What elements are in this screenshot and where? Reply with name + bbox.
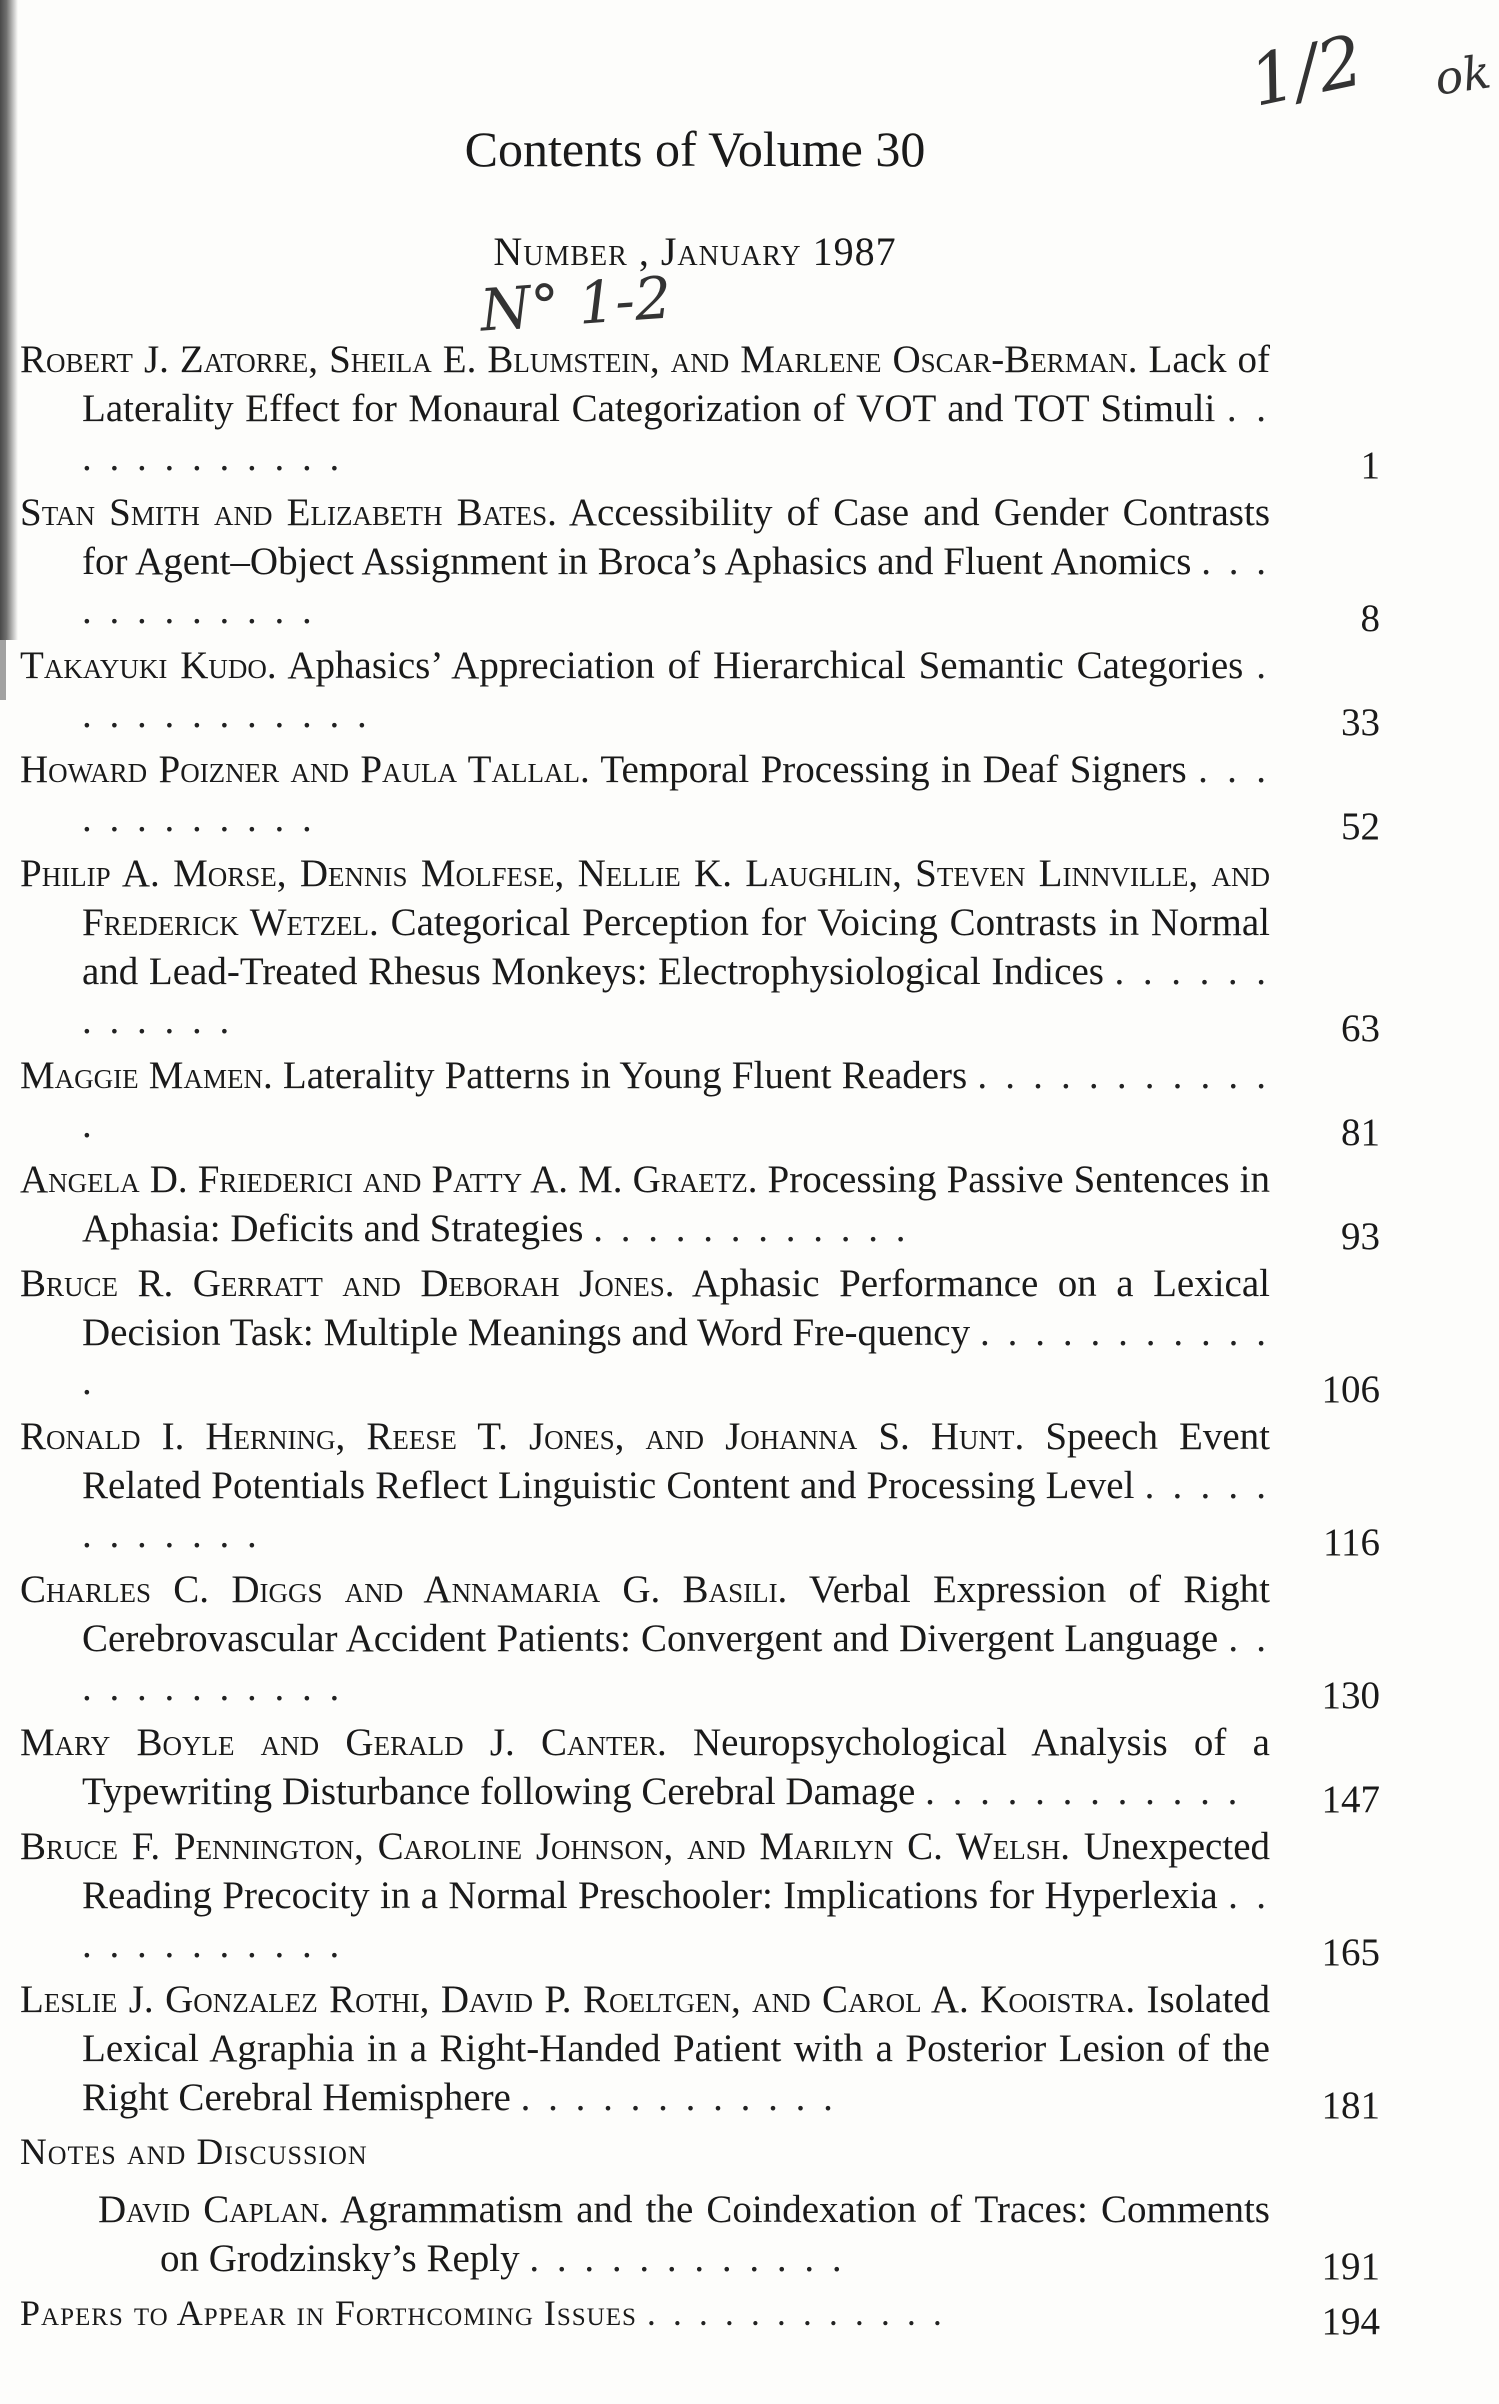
toc-entry-authors: Mary Boyle and Gerald J. Canter. [20, 1721, 667, 1764]
toc-entry-text [20, 849, 1270, 1045]
toc-entry-title: Aphasic Performance on a Lexical Decision Task: Multiple Meanings and Word Fre-quency [82, 1262, 1270, 1354]
leader-dots: . . . . . . . . . . . . [925, 1770, 1242, 1813]
leader-dots: . . . . . . . . . . . . [82, 1311, 1270, 1403]
toc-entry-page: 8 [1360, 597, 1380, 640]
toc-entry-title: Processing Passive Sentences in Aphasia: Deficits and Strategies [82, 1158, 1271, 1250]
toc-entry-title: Speech Event Related Potentials Reflect Linguistic Content and Processing Level [82, 1415, 1271, 1507]
leader-dots: . . . . . . . . . . . . [593, 1207, 910, 1250]
toc-entry-title: Aphasics’ Appreciation of Hierarchical Semantic Categories [287, 644, 1244, 687]
toc-entry-text [20, 488, 1270, 635]
toc-entry-text [20, 1565, 1270, 1712]
toc-entry-title: Temporal Processing in Deaf Signers [600, 748, 1187, 791]
toc-entry-title: Neuropsychological Analysis of a Typewriting Disturbance following Cerebral Damage [82, 1721, 1270, 1813]
leader-dots: . . . . . . . . . . . . [82, 1054, 1271, 1146]
toc-entry-page: 181 [1321, 2084, 1380, 2127]
toc-entry-text [20, 1259, 1270, 1406]
toc-entry-text [20, 1718, 1270, 1816]
toc-entry-title: Lack of Laterality Effect for Monaural Categorization of VOT and TOT Stimuli [82, 338, 1271, 430]
toc-entry-authors: Bruce R. Gerratt and Deborah Jones. [20, 1262, 675, 1305]
toc-entry [20, 849, 1380, 1050]
notes-entry-page: 191 [1321, 2245, 1380, 2288]
toc-entry [20, 488, 1380, 640]
toc-entry-title: Accessibility of Case and Gender Contrasts for Agent–Object Assignment in Broca’s Aphasics and Fluent Anomics [82, 491, 1270, 583]
leader-dots: . . . . . . . . . . . . [82, 387, 1271, 479]
toc-entry [20, 1155, 1380, 1258]
toc-entry-title: Laterality Patterns in Young Fluent Readers [282, 1054, 968, 1097]
forthcoming-label: Papers to Appear in Forthcoming Issues [20, 2293, 637, 2333]
toc-entry-page: 147 [1321, 1778, 1380, 1821]
toc-entry-authors: Howard Poizner and Paula Tallal. [20, 748, 590, 791]
toc-entry-page: 81 [1341, 1111, 1380, 1154]
toc-entry [20, 1259, 1380, 1411]
toc-entry-page: 116 [1322, 1521, 1380, 1564]
forthcoming-entry-text [20, 2289, 1270, 2338]
toc-entry-authors: Robert J. Zatorre, Sheila E. Blumstein, and Marlene Oscar-Berman. [20, 338, 1138, 381]
table-of-contents [20, 335, 1380, 2344]
toc-entry [20, 1051, 1380, 1154]
notes-entry-authors: David Caplan. [98, 2188, 330, 2231]
forthcoming-page: 194 [1321, 2300, 1380, 2343]
scan-shadow-edge-lower [0, 640, 6, 700]
toc-entry-page: 106 [1321, 1368, 1380, 1411]
toc-entry-authors: Angela D. Friederici and Patty A. M. Graetz. [20, 1158, 758, 1201]
toc-entry [20, 641, 1380, 744]
toc-entry-page: 165 [1321, 1931, 1380, 1974]
toc-entry [20, 335, 1380, 487]
toc-entry-authors: Stan Smith and Elizabeth Bates. [20, 491, 557, 534]
handwritten-note-corner: ok [1431, 44, 1495, 106]
toc-entry-page: 33 [1341, 701, 1380, 744]
leader-dots: . . . . . . . . . . . . [82, 540, 1271, 632]
toc-entry [20, 1565, 1380, 1717]
page-title: Contents of Volume 30 [464, 121, 926, 177]
toc-entry [20, 1822, 1380, 1974]
notes-entry-title: Agrammatism and the Coindexation of Traces: Comments on Grodzinsky’s Reply [160, 2188, 1270, 2280]
toc-entry [20, 1975, 1380, 2127]
toc-entry [20, 1718, 1380, 1821]
toc-entry-authors: Maggie Mamen. [20, 1054, 273, 1097]
toc-entry-text [20, 1975, 1270, 2122]
toc-entry-authors: Bruce F. Pennington, Caroline Johnson, and Marilyn C. Welsh. [20, 1825, 1070, 1868]
toc-entry-text [20, 1412, 1270, 1559]
toc-entry-title: Isolated Lexical Agraphia in a Right-Handed Patient with a Posterior Lesion of the Right Cerebral Hemisphere [82, 1978, 1271, 2119]
toc-entry-text [20, 641, 1270, 739]
toc-entry-text [20, 335, 1270, 482]
toc-entry-authors: Charles C. Diggs and Annamaria G. Basili. [20, 1568, 788, 1611]
handwritten-issue-number: N° 1-2 [477, 263, 674, 345]
notes-entry-text [20, 2185, 1270, 2283]
notes-entry [20, 2185, 1380, 2288]
leader-dots: . . . . . . . . . . . . [646, 2293, 946, 2333]
leader-dots: . . . . . . . . . . . . [82, 1874, 1271, 1966]
toc-entry-title: Verbal Expression of Right Cerebrovascular Accident Patients: Convergent and Divergent Language [82, 1568, 1270, 1660]
notes-section-heading: Notes and Discussion [20, 2132, 368, 2173]
toc-entry-title: Categorical Perception for Voicing Contrasts in Normal and Lead-Treated Rhesus Monkeys: Electrophysiological Indices [82, 901, 1271, 993]
toc-entry-authors: Takayuki Kudo. [20, 644, 277, 687]
toc-entry [20, 1412, 1380, 1564]
toc-entry-page: 1 [1360, 444, 1380, 487]
toc-entry [20, 745, 1380, 848]
leader-dots: . . . . . . . . . . . . [82, 1464, 1271, 1556]
toc-entry-title: Unexpected Reading Precocity in a Normal Preschooler: Implications for Hyperlexia [82, 1825, 1271, 1917]
toc-entry-page: 52 [1341, 805, 1380, 848]
toc-entry-text [20, 1051, 1270, 1149]
toc-entry-page: 93 [1341, 1215, 1380, 1258]
handwritten-note-top: 1/2 [1242, 19, 1370, 123]
leader-dots: . . . . . . . . . . . . [82, 644, 1270, 736]
article-list [20, 335, 1380, 2127]
leader-dots: . . . . . . . . . . . . [529, 2237, 846, 2280]
scan-shadow-edge [0, 0, 18, 640]
leader-dots: . . . . . . . . . . . . [520, 2076, 837, 2119]
toc-entry-text [20, 1155, 1270, 1253]
leader-dots: . . . . . . . . . . . . [82, 1617, 1270, 1709]
issue-line: Number , January 1987 [493, 229, 897, 274]
leader-dots: . . . . . . . . . . . . [82, 950, 1271, 1042]
toc-entry-text [20, 1822, 1270, 1969]
toc-entry-text [20, 745, 1270, 843]
toc-entry-page: 63 [1341, 1007, 1380, 1050]
toc-entry-page: 130 [1321, 1674, 1380, 1717]
toc-entry-authors: Ronald I. Herning, Reese T. Jones, and Johanna S. Hunt. [20, 1415, 1025, 1458]
leader-dots: . . . . . . . . . . . . [82, 748, 1270, 840]
toc-entry-authors: Leslie J. Gonzalez Rothi, David P. Roeltgen, and Carol A. Kooistra. [20, 1978, 1136, 2021]
toc-entry-authors: Philip A. Morse, Dennis Molfese, Nellie K. Laughlin, Steven Linnville, and Frederick Wetzel. [20, 852, 1270, 944]
forthcoming-entry [20, 2289, 1380, 2343]
